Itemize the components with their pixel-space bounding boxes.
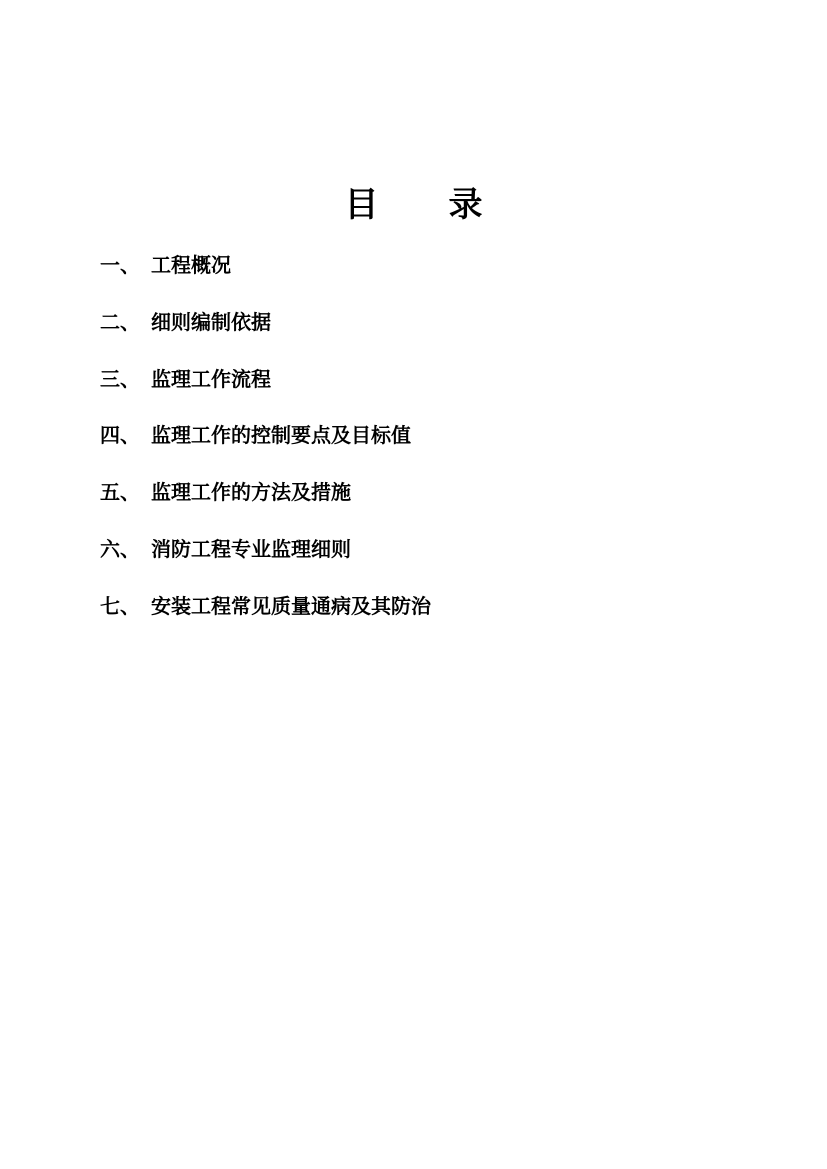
toc-item-number: 一、: [100, 253, 140, 277]
toc-item-number: 四、: [100, 423, 140, 448]
toc-item-label: 监理工作的方法及措施: [151, 480, 351, 505]
toc-item[interactable]: [100, 534, 740, 591]
toc-item-label: 消防工程专业监理细则: [151, 536, 351, 561]
page-title: [0, 182, 827, 228]
toc-item[interactable]: [100, 591, 740, 648]
title-char: 录: [448, 185, 483, 225]
toc-item[interactable]: [100, 420, 740, 477]
title-char: 目: [344, 185, 379, 225]
toc-item-label: 安装工程常见质量通病及其防治: [151, 593, 431, 618]
toc-item-label: 细则编制依据: [151, 309, 271, 334]
toc-item[interactable]: [100, 364, 740, 421]
toc-item-label: 监理工作的控制要点及目标值: [151, 423, 411, 448]
toc-list: [100, 250, 740, 648]
toc-item-number: 二、: [100, 309, 140, 334]
toc-item[interactable]: [100, 250, 740, 307]
toc-item[interactable]: [100, 477, 740, 534]
toc-item-number: 七、: [100, 593, 140, 618]
toc-item[interactable]: [100, 307, 740, 364]
toc-item-label: 监理工作流程: [151, 366, 271, 391]
toc-item-number: 六、: [100, 536, 140, 561]
toc-item-label: 工程概况: [151, 253, 231, 277]
toc-item-number: 五、: [100, 480, 140, 505]
toc-item-number: 三、: [100, 366, 140, 391]
